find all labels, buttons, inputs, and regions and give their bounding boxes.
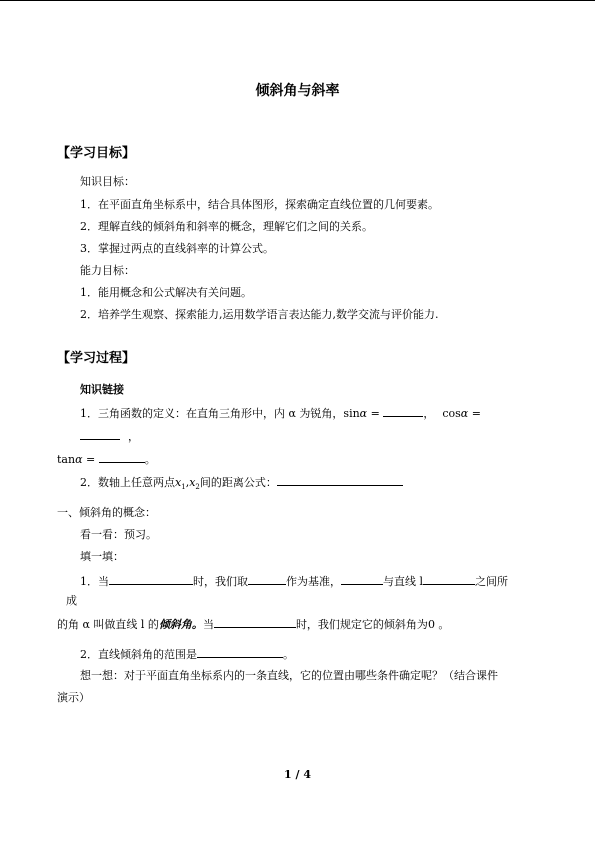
page-title: 倾斜角与斜率 (255, 83, 340, 99)
fill-1-text-e: 之间所 (475, 575, 509, 588)
knowledge-label: 知识目标： (80, 175, 135, 188)
fill-1-text-d: 与直线 l (383, 575, 424, 588)
cos-answer-blank[interactable] (80, 428, 120, 440)
goals-heading: 【学习目标】 (57, 146, 136, 161)
sin-label: sin (343, 407, 360, 420)
distance-formula-line (80, 474, 403, 494)
comma: ， (128, 430, 139, 443)
section-1-heading: 一、倾斜角的概念： (57, 506, 156, 519)
distance-answer-blank[interactable] (277, 474, 403, 486)
fill-1-text-c: 作为基准， (286, 575, 341, 588)
knowledge-item-1: 1．在平面直角坐标系中，结合具体图形，探索确定直线位置的几何要素。 (80, 198, 439, 211)
fill-1-blank-a[interactable] (109, 573, 193, 585)
fill-line: 填一填： (80, 550, 124, 563)
range-text: 2．直线倾斜角的范围是 (80, 648, 197, 661)
fill-1-text-b: 时，我们取 (193, 575, 248, 588)
look-line: 看一看：预习。 (80, 528, 157, 541)
fill-item-1-wrap: 成 (66, 594, 77, 607)
tan-line (57, 451, 156, 466)
cos-answer-line (80, 428, 139, 443)
fill-1-text-a: 1．当 (80, 575, 109, 588)
knowledge-link-label: 知识链接 (80, 383, 124, 396)
ability-item-2: 2．培养学生观察、探索能力,运用数学语言表达能力,数学交流与评价能力. (80, 308, 439, 321)
fill-item-1-line (80, 573, 508, 588)
subscript-2: 2 (195, 483, 200, 492)
fill-2-blank[interactable] (214, 616, 296, 628)
fill-item-2-line (57, 616, 449, 631)
ability-label: 能力目标： (80, 264, 135, 277)
tan-answer-blank[interactable] (99, 451, 145, 463)
top-rule (0, 0, 595, 1)
separator: , (185, 476, 190, 489)
think-line: 想一想：对于平面直角坐标系内的一条直线，它的位置由哪些条件确定呢？（结合课件 (80, 669, 498, 682)
range-blank[interactable] (197, 646, 283, 658)
subscript-1: 1 (181, 483, 186, 492)
fill-2-text-a: 的角 α 叫做直线 l 的 (57, 618, 159, 631)
fill-1-blank-b[interactable] (248, 573, 286, 585)
tan-label: tan (57, 453, 76, 466)
trig-definition-text: 1．三角函数的定义：在直角三角形中，内 α 为锐角， (80, 407, 344, 420)
range-line (80, 646, 294, 661)
knowledge-item-2: 2．理解直线的倾斜角和斜率的概念，理解它们之间的关系。 (80, 220, 373, 233)
trig-definition-line (80, 405, 481, 420)
fill-2-text-c: 时，我们规定它的倾斜角为 (295, 618, 428, 631)
period: 。 (144, 453, 156, 466)
equals-sign: = (82, 453, 99, 466)
fill-1-blank-c[interactable] (341, 573, 383, 585)
comma: ， (423, 407, 435, 420)
process-heading: 【学习过程】 (57, 351, 136, 366)
sin-answer-blank[interactable] (383, 405, 423, 417)
fill-2-text-b: 当 (202, 618, 214, 631)
fill-2-text-d: 0 。 (427, 618, 450, 631)
equals-sign: = (468, 407, 481, 420)
page-number: 1 / 4 (284, 768, 311, 781)
ability-item-1: 1．能用概念和公式解决有关问题。 (80, 286, 252, 299)
x-var: x (175, 476, 182, 489)
distance-text-2: 间的距离公式： (199, 476, 277, 489)
x-var: x (189, 476, 196, 489)
equals-sign: = (367, 407, 384, 420)
distance-text: 2．数轴上任意两点 (80, 476, 175, 489)
alpha-symbol: α (75, 453, 83, 466)
alpha-symbol: α (359, 407, 368, 420)
cos-label: cos (442, 407, 461, 420)
fill-1-blank-d[interactable] (423, 573, 475, 585)
think-line-2: 演示） (57, 691, 90, 704)
knowledge-item-3: 3．掌握过两点的直线斜率的计算公式。 (80, 242, 274, 255)
range-period: 。 (283, 648, 294, 661)
alpha-symbol: α (460, 407, 469, 420)
tilt-angle-term: 倾斜角。 (158, 618, 203, 631)
